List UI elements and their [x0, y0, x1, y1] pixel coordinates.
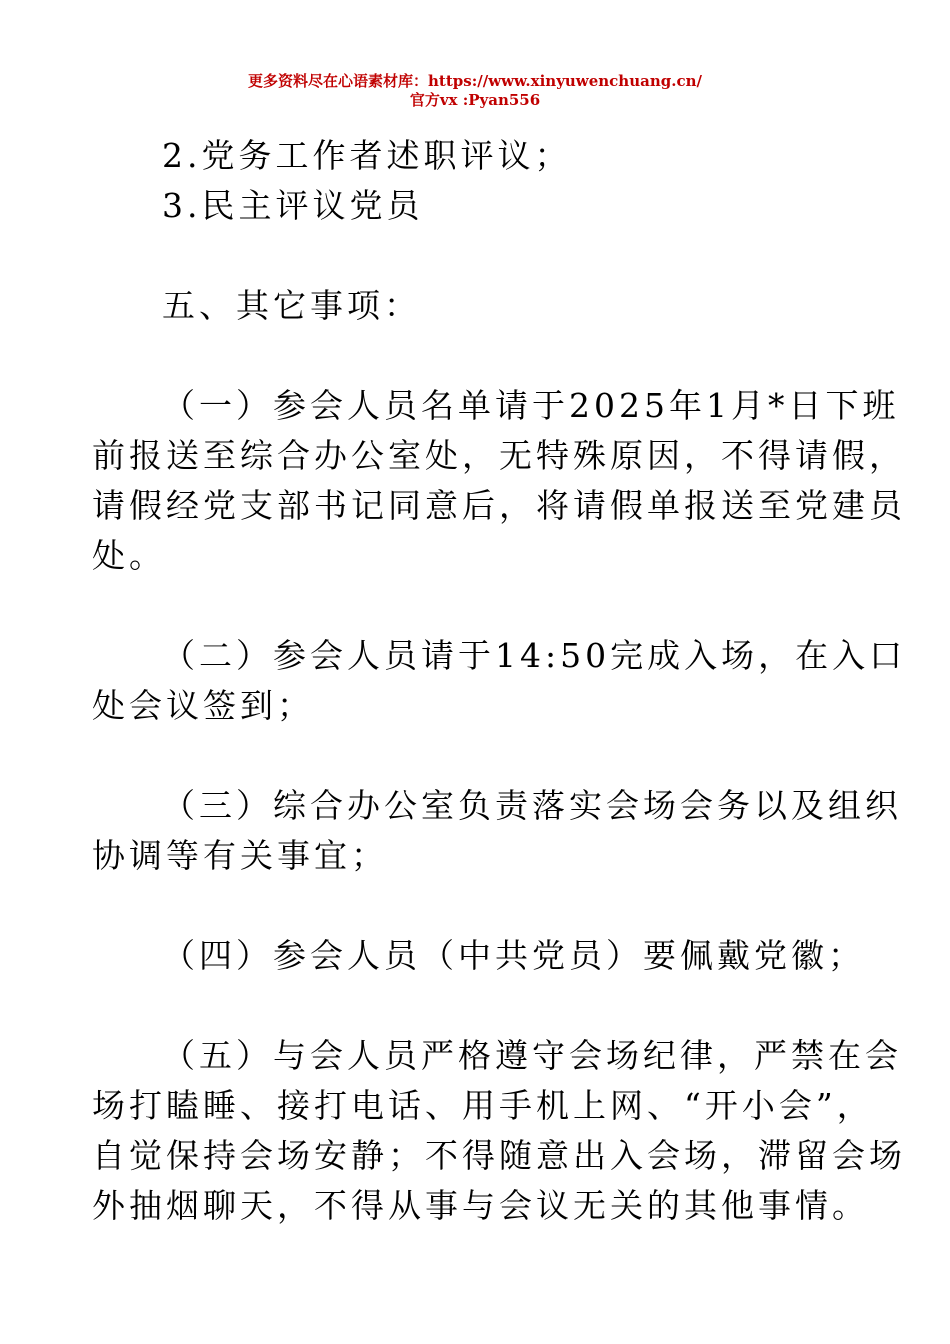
paragraph-line: 协调等有关事宜；: [92, 836, 388, 875]
list-item: 3.民主评议党员: [162, 186, 424, 225]
paragraph-line: 前报送至综合办公室处，无特殊原因，不得请假，: [92, 436, 906, 475]
paragraph-line: 处会议签到；: [92, 686, 314, 725]
paragraph-line: （三）综合办公室负责落实会场会务以及组织: [162, 786, 902, 825]
paragraph-line: （四）参会人员（中共党员）要佩戴党徽；: [162, 936, 865, 975]
paragraph-line: 场打瞌睡、接打电话、用手机上网、“开小会”，: [92, 1086, 874, 1125]
watermark-header-line2: 官方vx :Pyan556: [409, 91, 541, 109]
paragraph-line: （一）参会人员名单请于2025年1月*日下班: [162, 386, 900, 425]
paragraph-line: 自觉保持会场安静；不得随意出入会场，滞留会场: [92, 1136, 906, 1175]
list-item: 2.党务工作者述职评议；: [162, 136, 572, 175]
paragraph-line: 请假经党支部书记同意后，将请假单报送至党建员: [92, 486, 906, 525]
paragraph-line: （二）参会人员请于14:50完成入场，在入口: [162, 636, 907, 675]
watermark-header-line1: 更多资料尽在心语素材库：https://www.xinyuwenchuang.cn/: [248, 72, 702, 90]
paragraph-line: 处。: [92, 536, 166, 575]
paragraph-line: （五）与会人员严格遵守会场纪律，严禁在会: [162, 1036, 902, 1075]
paragraph-line: 外抽烟聊天，不得从事与会议无关的其他事情。: [92, 1186, 869, 1225]
section-title: 五、其它事项：: [162, 286, 421, 325]
